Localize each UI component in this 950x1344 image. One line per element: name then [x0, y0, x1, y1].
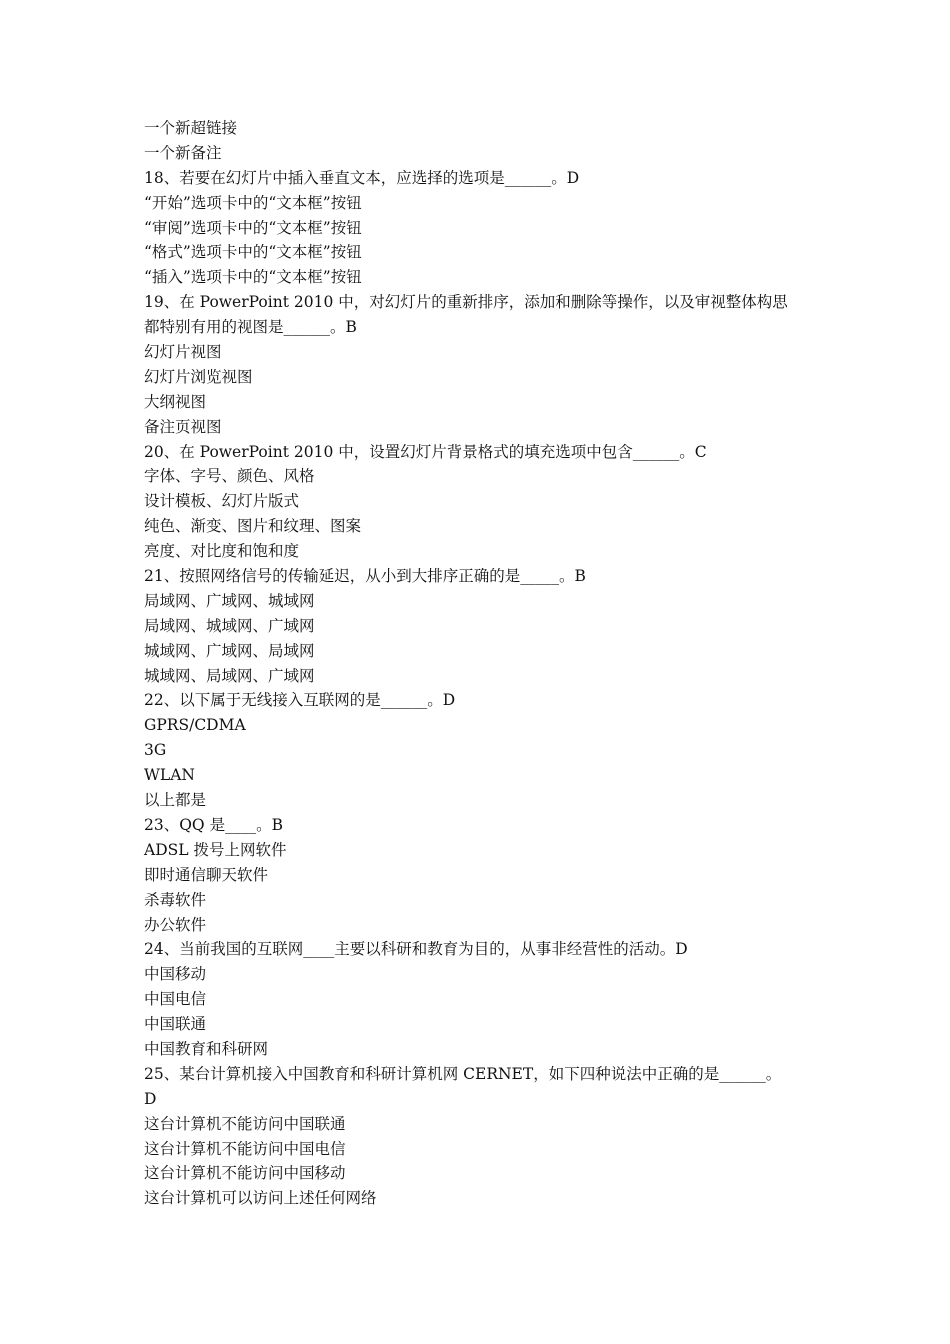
- question-19: 19、在 PowerPoint 2010 中，对幻灯片的重新排序，添加和删除等操作，以及审视整体构思: [144, 293, 788, 312]
- question-25: 25、某台计算机接入中国教育和科研计算机网 CERNET，如下四种说法中正确的是______。: [144, 1064, 782, 1083]
- option-line: 即时通信聊天软件: [144, 865, 269, 884]
- option-line: WLAN: [144, 766, 195, 785]
- option-line: 设计模板、幻灯片版式: [144, 492, 300, 511]
- option-line: 纯色、渐变、图片和纹理、图案: [144, 517, 362, 536]
- option-line: “审阅”选项卡中的“文本框”按钮: [144, 218, 362, 237]
- option-line: ADSL 拨号上网软件: [144, 840, 287, 859]
- option-line: 中国教育和科研网: [144, 1039, 269, 1058]
- option-line: 3G: [144, 741, 167, 760]
- option-line: 这台计算机不能访问中国移动: [144, 1164, 346, 1183]
- option-line: 这台计算机不能访问中国联通: [144, 1114, 346, 1133]
- option-line: 中国电信: [144, 990, 207, 1009]
- option-line: 局域网、广域网、城域网: [144, 591, 315, 610]
- option-line: 这台计算机不能访问中国电信: [144, 1139, 346, 1158]
- option-line: “插入”选项卡中的“文本框”按钮: [144, 268, 362, 287]
- option-line: 幻灯片视图: [144, 343, 222, 362]
- option-line: 以上都是: [144, 791, 207, 810]
- option-line: 城域网、广域网、局域网: [144, 641, 315, 660]
- text-line: 一个新超链接: [144, 119, 238, 137]
- question-20: 20、在 PowerPoint 2010 中，设置幻灯片背景格式的填充选项中包含______。C: [144, 442, 707, 461]
- question-22: 22、以下属于无线接入互联网的是______。D: [144, 691, 456, 710]
- option-line: 城域网、局域网、广域网: [144, 666, 315, 685]
- option-line: 大纲视图: [144, 392, 207, 411]
- option-line: 字体、字号、颜色、风格: [144, 467, 315, 486]
- option-line: 幻灯片浏览视图: [144, 367, 253, 386]
- option-line: “开始”选项卡中的“文本框”按钮: [144, 193, 362, 212]
- option-line: 备注页视图: [144, 417, 222, 436]
- option-line: 杀毒软件: [144, 890, 207, 909]
- question-18: 18、若要在幻灯片中插入垂直文本，应选择的选项是______。D: [144, 168, 580, 187]
- text-line: 一个新备注: [144, 143, 222, 162]
- option-line: 中国移动: [144, 965, 207, 984]
- question-24: 24、当前我国的互联网____主要以科研和教育为目的，从事非经营性的活动。D: [144, 940, 688, 959]
- question-23: 23、QQ 是____。B: [144, 815, 283, 834]
- option-line: 办公软件: [144, 915, 207, 934]
- option-line: GPRS/CDMA: [144, 716, 246, 735]
- question-19-continued: 都特别有用的视图是______。B: [144, 318, 357, 337]
- option-line: “格式”选项卡中的“文本框”按钮: [144, 243, 362, 262]
- option-line: 局域网、城域网、广域网: [144, 616, 315, 635]
- option-line: 亮度、对比度和饱和度: [144, 542, 300, 561]
- document-body: [144, 116, 824, 1211]
- option-line: 中国联通: [144, 1015, 207, 1034]
- question-21: 21、按照网络信号的传输延迟，从小到大排序正确的是_____。B: [144, 567, 586, 586]
- option-line: 这台计算机可以访问上述任何网络: [144, 1189, 377, 1208]
- question-25-answer: D: [144, 1089, 157, 1108]
